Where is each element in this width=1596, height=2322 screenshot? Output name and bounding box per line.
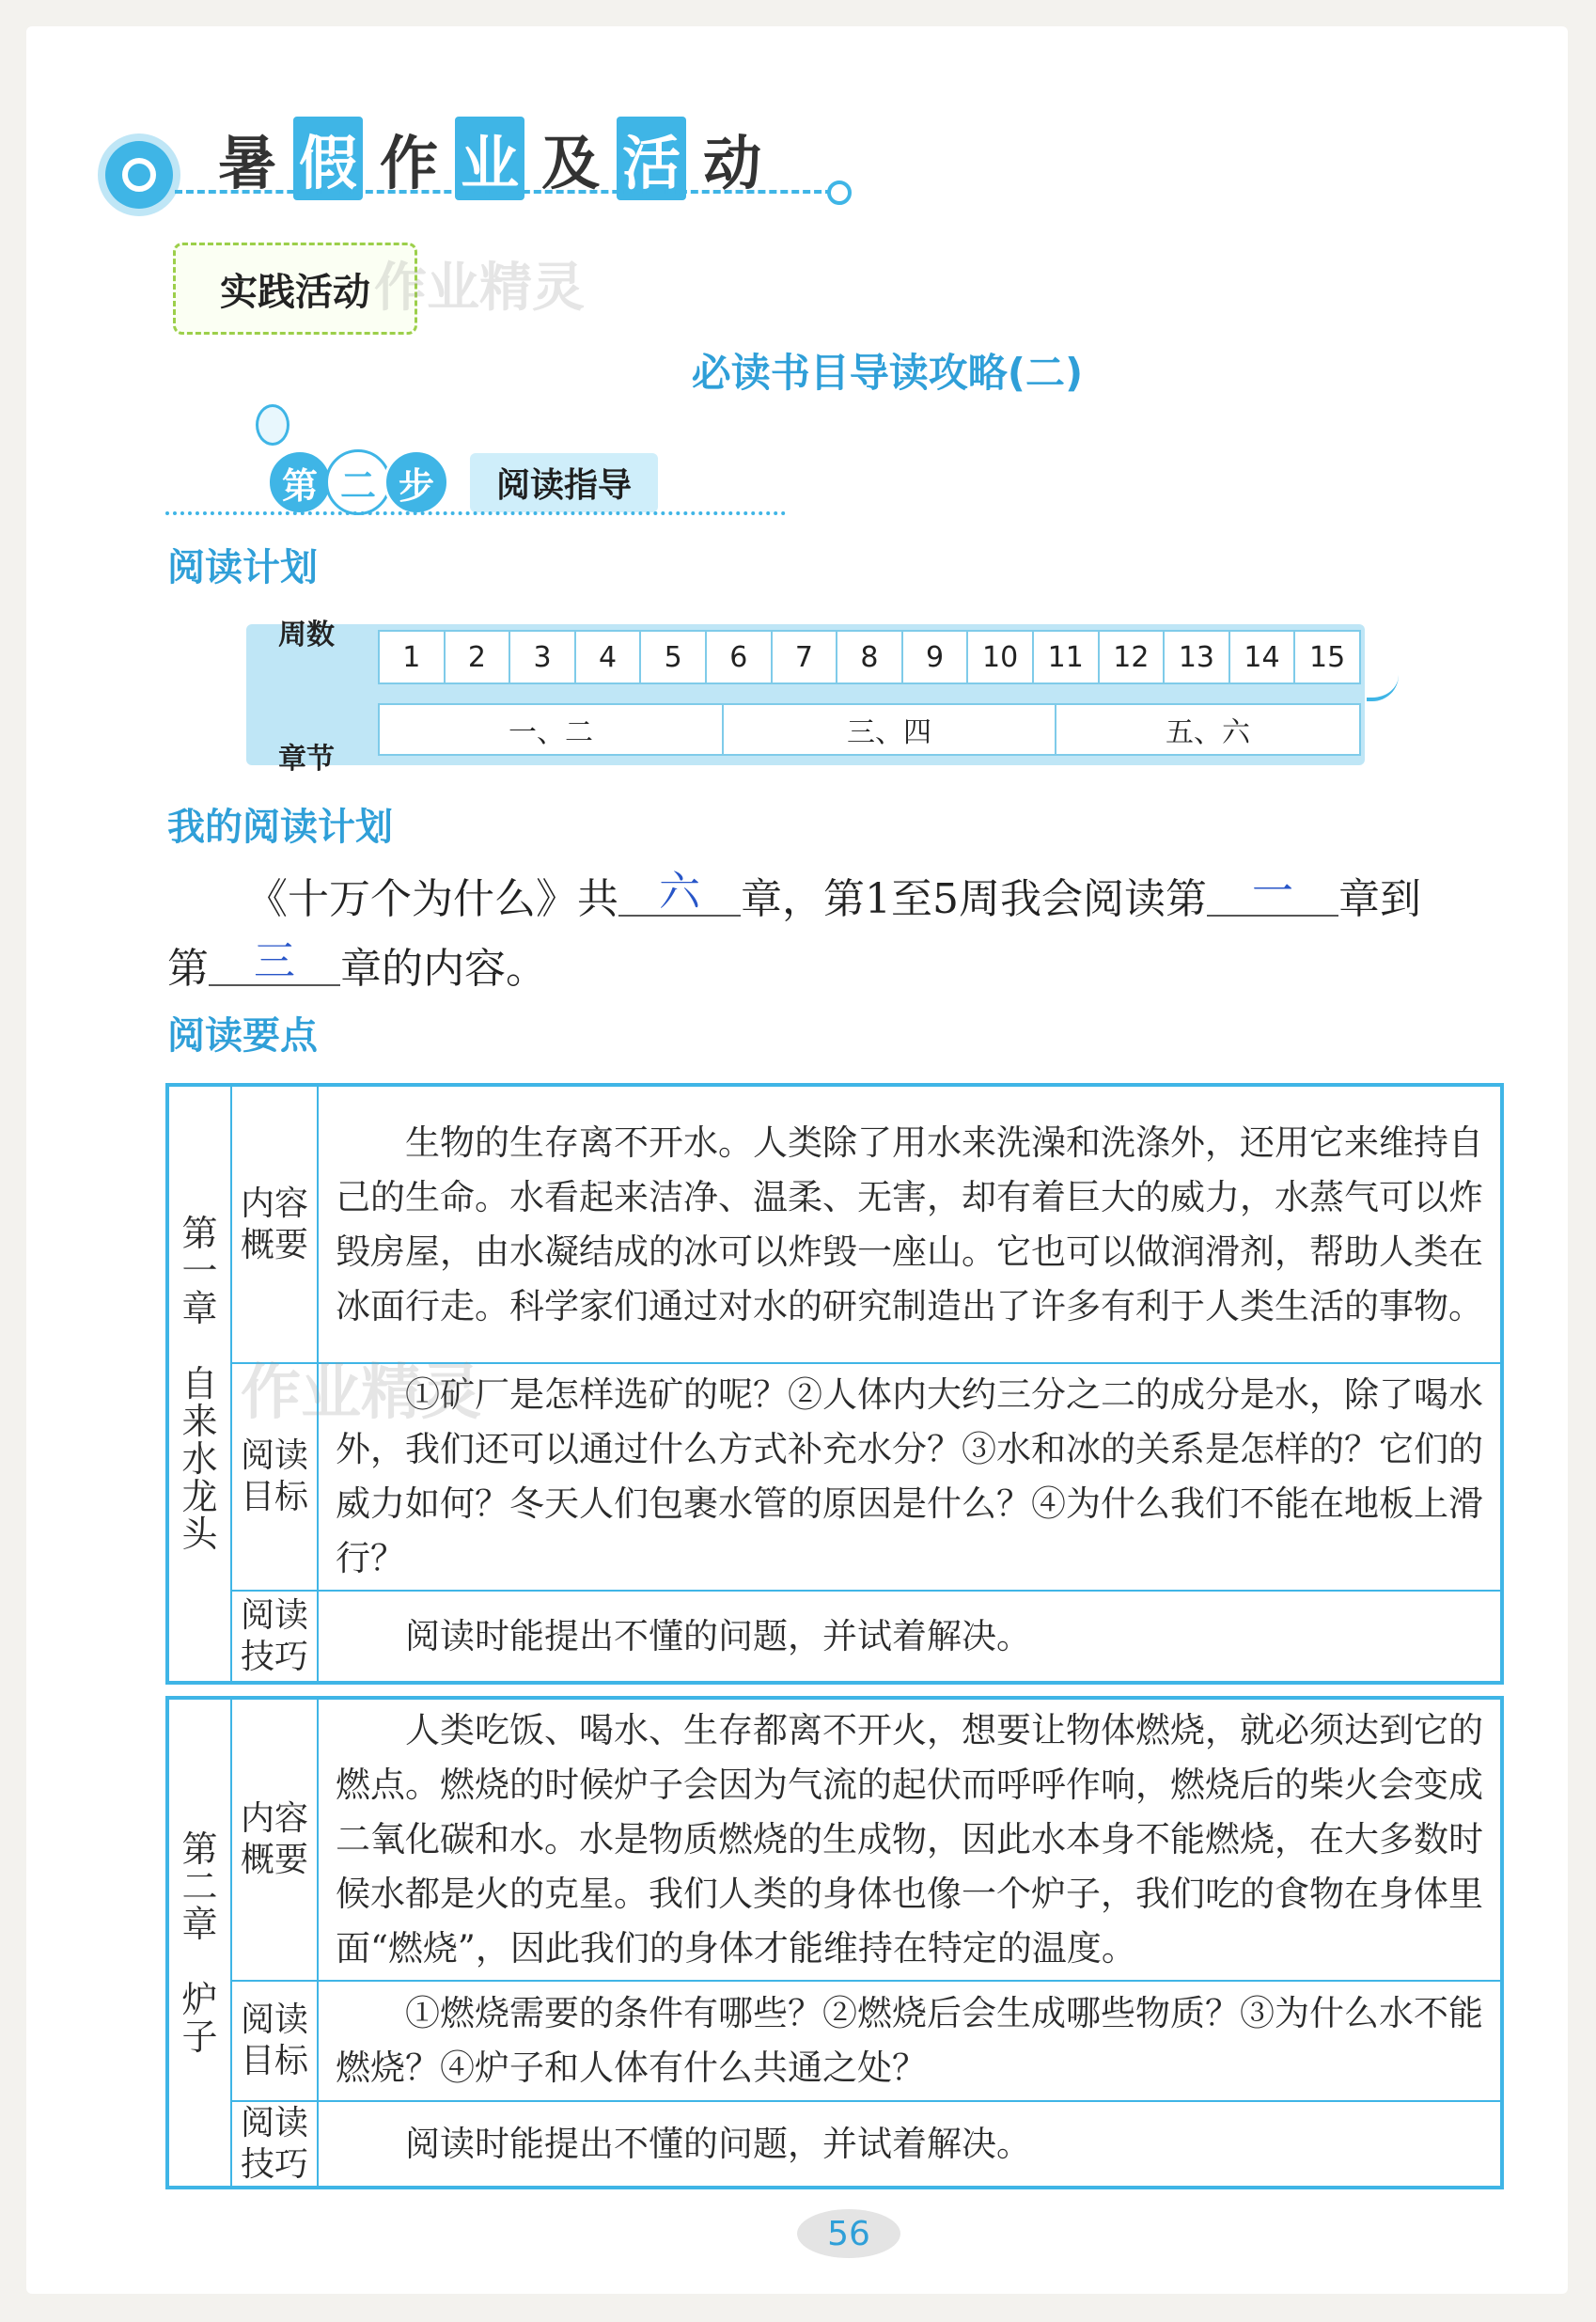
step-dotted-line xyxy=(165,511,786,515)
chapter-cell: 一、二 xyxy=(380,705,724,754)
title-char: 及 xyxy=(541,128,601,197)
chapter-cell: 三、四 xyxy=(724,705,1056,754)
week-cell: 12 xyxy=(1100,632,1166,682)
practice-activity-badge: 实践活动 xyxy=(173,243,417,335)
sentence-text: 章的内容。 xyxy=(340,945,547,993)
week-cell: 10 xyxy=(968,632,1034,682)
watermark: 作业精灵 xyxy=(241,1358,481,1428)
step-pill: 二 xyxy=(325,449,391,515)
sentence-text: 第 xyxy=(167,945,209,993)
week-label: 周数 xyxy=(278,619,335,651)
chapter-1-skill: 阅读时能提出不懂的问题，并试着解决。 xyxy=(318,1591,1502,1683)
week-cell: 4 xyxy=(576,632,642,682)
week-cell: 3 xyxy=(510,632,576,682)
title-char: 业 xyxy=(455,117,524,200)
week-cell: 9 xyxy=(903,632,969,682)
summary-label: 内容概要 xyxy=(231,1698,318,1981)
header-dashed-line xyxy=(175,190,833,194)
step-pill: 步 xyxy=(383,449,449,515)
skill-label: 阅读技巧 xyxy=(231,2101,318,2188)
header-title xyxy=(218,120,761,196)
title-char: 活 xyxy=(617,117,686,200)
week-cells xyxy=(378,630,1361,684)
week-cell: 14 xyxy=(1230,632,1296,682)
week-cell: 2 xyxy=(446,632,511,682)
week-cell: 1 xyxy=(380,632,446,682)
sentence-text: 《十万个为什么》共 xyxy=(246,875,618,923)
week-cell: 13 xyxy=(1165,632,1230,682)
answer-blank[interactable]: 一 xyxy=(1207,870,1338,917)
page-number: 56 xyxy=(797,2209,900,2258)
chapter-label: 章节 xyxy=(278,743,335,776)
step-pill: 第 xyxy=(267,449,333,515)
summary-label: 内容概要 xyxy=(231,1085,318,1363)
week-cell: 8 xyxy=(837,632,903,682)
step-label: 阅读指导 xyxy=(470,453,658,512)
step-banner xyxy=(267,449,658,515)
chapter-cell: 五、六 xyxy=(1166,716,1250,749)
title-char: 作 xyxy=(380,128,439,197)
answer-blank[interactable]: 六 xyxy=(618,870,741,917)
sentence-text: 章，第1至5周我会阅读第 xyxy=(741,875,1207,923)
reading-points-heading: 阅读要点 xyxy=(167,1014,318,1058)
answer-blank[interactable]: 三 xyxy=(209,939,340,986)
chapter-2-skill: 阅读时能提出不懂的问题，并试着解决。 xyxy=(318,2101,1502,2188)
my-plan-line-2 xyxy=(167,934,547,995)
week-cell: 6 xyxy=(707,632,773,682)
chapter-2-table xyxy=(165,1696,1504,2189)
week-cell: 7 xyxy=(773,632,838,682)
chapter-1-goal: ①矿厂是怎样选矿的呢？②人体内大约三分之二的成分是水，除了喝水外，我们还可以通过什么方式补充水分？③水和冰的关系是怎样的？它们的威力如何？冬天人们包裹水管的原因是什么？④为什么我们不能在地板上滑行？ xyxy=(318,1363,1502,1591)
header-circle-icon xyxy=(105,141,173,209)
chapter-1-summary: 生物的生存离不开水。人类除了用水来洗澡和洗涤外，还用它来维持自己的生命。水看起来洁净、温柔、无害，却有着巨大的威力，水蒸气可以炸毁房屋，由水凝结成的冰可以炸毁一座山。它也可以做润滑剂，帮助人类在冰面行走。科学家们通过对水的研究制造出了许多有利于人类生活的事物。 xyxy=(318,1085,1502,1363)
goal-label: 阅读目标 xyxy=(231,1981,318,2101)
reading-plan-heading: 阅读计划 xyxy=(167,546,318,589)
title-char: 暑 xyxy=(218,128,277,197)
header-line-end-icon xyxy=(827,180,852,205)
my-plan-heading: 我的阅读计划 xyxy=(167,806,393,849)
my-plan-line-1 xyxy=(246,865,1421,925)
chapter-2-goal: ①燃烧需要的条件有哪些？②燃烧后会生成哪些物质？③为什么水不能燃烧？④炉子和人体有什么共通之处？ xyxy=(318,1981,1502,2101)
chapter-2-summary: 人类吃饭、喝水、生存都离不开火，想要让物体燃烧，就必须达到它的燃点。燃烧的时候炉子会因为气流的起伏而呼呼作响，燃烧后的柴火会变成二氧化碳和水。水是物质燃烧的生成物，因此水本身不能燃烧，在大多数时候水都是火的克星。我们人类的身体也像一个炉子，我们吃的食物在身体里面“燃烧”，因此我们的身体才能维持在特定的温度。 xyxy=(318,1698,1502,1981)
title-char: 假 xyxy=(293,117,363,200)
balloon-icon xyxy=(256,404,289,446)
page-subtitle: 必读书目导读攻略(二) xyxy=(691,350,1084,396)
chapter-cells xyxy=(378,703,1361,756)
week-cell: 5 xyxy=(641,632,707,682)
title-char: 动 xyxy=(703,128,762,197)
week-cell: 11 xyxy=(1034,632,1100,682)
watermark: 作业精灵 xyxy=(374,258,585,319)
goal-label: 阅读目标 xyxy=(231,1363,318,1591)
skill-label: 阅读技巧 xyxy=(231,1591,318,1683)
sentence-text: 章到 xyxy=(1338,875,1421,923)
chapter-2-title: 第 二 章 炉 子 xyxy=(167,1698,231,2188)
week-cell: 15 xyxy=(1309,640,1346,674)
chapter-1-title: 第 一 章 自 来 水 龙 头 xyxy=(167,1085,231,1683)
